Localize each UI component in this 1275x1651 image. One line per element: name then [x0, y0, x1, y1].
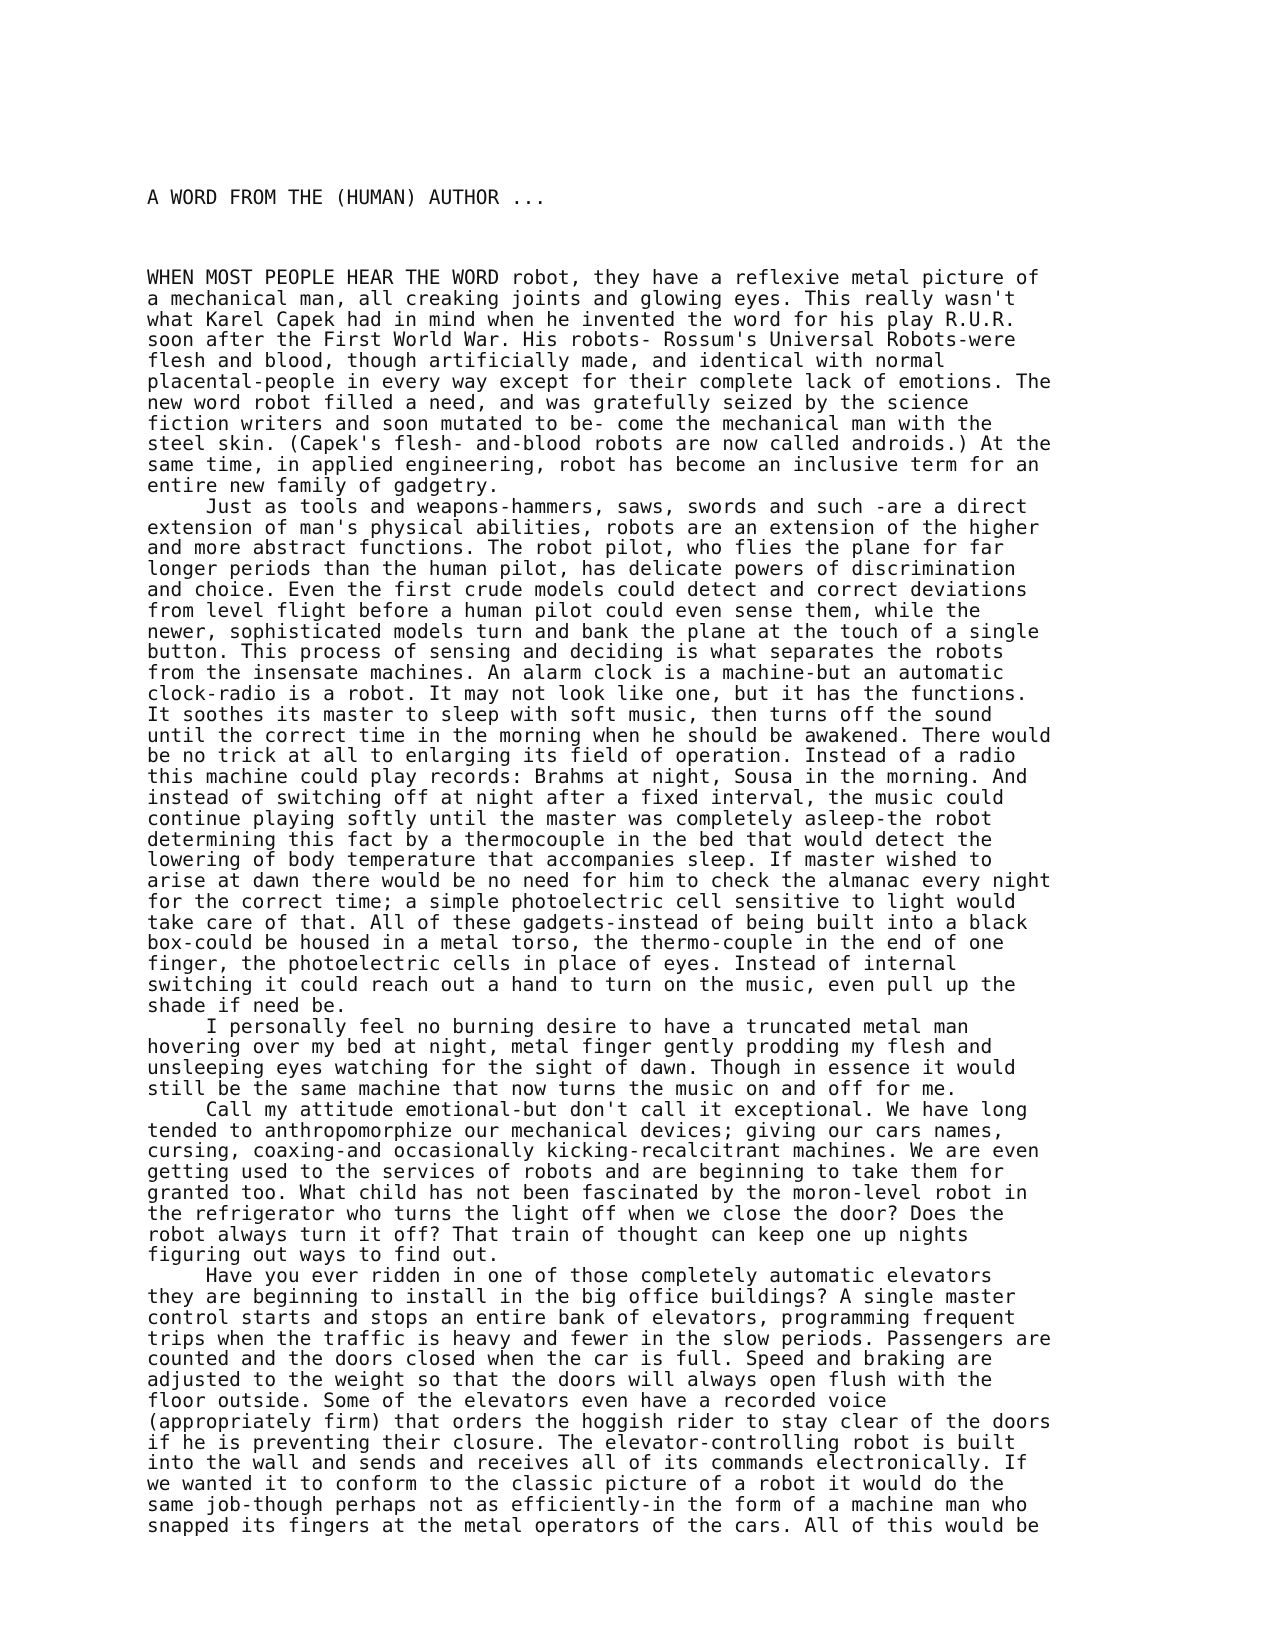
text-line: I personally feel no burning desire to have a truncated metal man [147, 1014, 969, 1038]
text-line: instead of switching off at night after a fixed interval, the music could [147, 785, 1005, 809]
text-line: take care of that. All of these gadgets-instead of being built into a black [147, 910, 1028, 934]
text-line: button. This process of sensing and deciding is what separates the robots [147, 640, 1005, 664]
text-line: unsleeping eyes watching for the sight of dawn. Though in essence it would [147, 1056, 1016, 1080]
text-line: from the insensate machines. An alarm clock is a machine-but an automatic [147, 661, 1005, 685]
text-line: placental-people in every way except for their complete lack of emotions. The [147, 369, 1051, 393]
text-line: Just as tools and weapons-hammers, saws, swords and such -are a direct [147, 494, 1028, 518]
text-line: steel skin. (Capek's flesh- and-blood robots are now called androids.) At the [147, 432, 1051, 456]
text-line: floor outside. Some of the elevators even have a recorded voice [147, 1389, 887, 1413]
text-line: soon after the First World War. His robots- Rossum's Universal Robots-were [147, 328, 1016, 352]
text-line: and more abstract functions. The robot pilot, who flies the plane for far [147, 536, 1005, 560]
text-line: we wanted it to conform to the classic picture of a robot it would do the [147, 1472, 1005, 1496]
text-line: be no trick at all to enlarging its field of operation. Instead of a radio [147, 744, 1016, 768]
text-line: adjusted to the weight so that the doors will always open flush with the [147, 1368, 993, 1392]
text-line: WHEN MOST PEOPLE HEAR THE WORD robot, they have a reflexive metal picture of [147, 265, 1040, 289]
text-line: granted too. What child has not been fascinated by the moron-level robot in [147, 1181, 1028, 1205]
text-line: Call my attitude emotional-but don't call it exceptional. We have long [147, 1097, 1028, 1121]
text-line: hovering over my bed at night, metal finger gently prodding my flesh and [147, 1035, 993, 1059]
text-line: tended to anthropomorphize our mechanical devices; giving our cars names, [147, 1118, 1005, 1142]
document-body [147, 265, 1257, 1537]
text-line: Have you ever ridden in one of those completely automatic elevators [147, 1264, 993, 1288]
text-line: and choice. Even the first crude models could detect and correct deviations [147, 577, 1028, 601]
text-line: the refrigerator who turns the light off when we close the door? Does the [147, 1201, 1005, 1225]
document-text [147, 146, 1257, 1578]
text-line: finger, the photoelectric cells in place of eyes. Instead of internal [147, 952, 958, 976]
text-line: trips when the traffic is heavy and fewer in the slow periods. Passengers are [147, 1326, 1051, 1350]
text-line: control starts and stops an entire bank of elevators, programming frequent [147, 1305, 1016, 1329]
text-line: (appropriately firm) that orders the hoggish rider to stay clear of the doors [147, 1409, 1051, 1433]
text-line: this machine could play records: Brahms at night, Sousa in the morning. And [147, 765, 1028, 789]
text-line: a mechanical man, all creaking joints and glowing eyes. This really wasn't [147, 286, 1016, 310]
text-line: snapped its fingers at the metal operators of the cars. All of this would be [147, 1513, 1040, 1537]
text-line: arise at dawn there would be no need for him to check the almanac every night [147, 869, 1051, 893]
text-line: into the wall and sends and receives all of its commands electronically. If [147, 1451, 1028, 1475]
text-line: continue playing softly until the master was completely asleep-the robot [147, 806, 993, 830]
text-line: if he is preventing their closure. The elevator-controlling robot is built [147, 1430, 1016, 1454]
text-line: flesh and blood, though artificially made, and identical with normal [147, 349, 946, 373]
text-line: same job-though perhaps not as efficiently-in the form of a machine man who [147, 1493, 1028, 1516]
text-line: still be the same machine that now turns the music on and off for me. [147, 1077, 958, 1101]
text-line: counted and the doors closed when the car is full. Speed and braking are [147, 1347, 993, 1371]
text-line: for the correct time; a simple photoelectric cell sensitive to light would [147, 889, 1016, 913]
text-line: figuring out ways to find out. [147, 1243, 500, 1267]
text-line: box-could be housed in a metal torso, the thermo-couple in the end of one [147, 931, 1005, 955]
text-line: shade if need be. [147, 993, 347, 1017]
text-line: longer periods than the human pilot, has delicate powers of discrimination [147, 557, 1016, 581]
text-line: clock-radio is a robot. It may not look like one, but it has the functions. [147, 681, 1028, 705]
text-line: getting used to the services of robots and are beginning to take them for [147, 1160, 1005, 1184]
text-line: same time, in applied engineering, robot has become an inclusive term for an [147, 453, 1040, 477]
text-line: extension of man's physical abilities, robots are an extension of the higher [147, 515, 1040, 539]
text-line: determining this fact by a thermocouple in the bed that would detect the [147, 827, 993, 851]
text-line: newer, sophisticated models turn and bank the plane at the touch of a single [147, 619, 1040, 643]
text-line: cursing, coaxing-and occasionally kicking-recalcitrant machines. We are even [147, 1139, 1040, 1163]
text-line: until the correct time in the morning when he should be awakened. There would [147, 723, 1051, 747]
text-line: switching it could reach out a hand to turn on the music, even pull up the [147, 973, 1016, 997]
document-heading: A WORD FROM THE (HUMAN) AUTHOR ... [147, 185, 547, 209]
text-line: new word robot filled a need, and was gratefully seized by the science [147, 390, 969, 414]
text-line: they are beginning to install in the big office buildings? A single master [147, 1285, 1016, 1309]
text-line: lowering of body temperature that accompanies sleep. If master wished to [147, 848, 993, 872]
text-line: It soothes its master to sleep with soft music, then turns off the sound [147, 702, 993, 726]
text-line: entire new family of gadgetry. [147, 473, 500, 497]
text-line: what Karel Capek had in mind when he invented the word for his play R.U.R. [147, 307, 1016, 331]
text-line: robot always turn it off? That train of thought can keep one up nights [147, 1222, 969, 1246]
text-line: from level flight before a human pilot could even sense them, while the [147, 598, 981, 622]
text-line: fiction writers and soon mutated to be- come the mechanical man with the [147, 411, 993, 435]
